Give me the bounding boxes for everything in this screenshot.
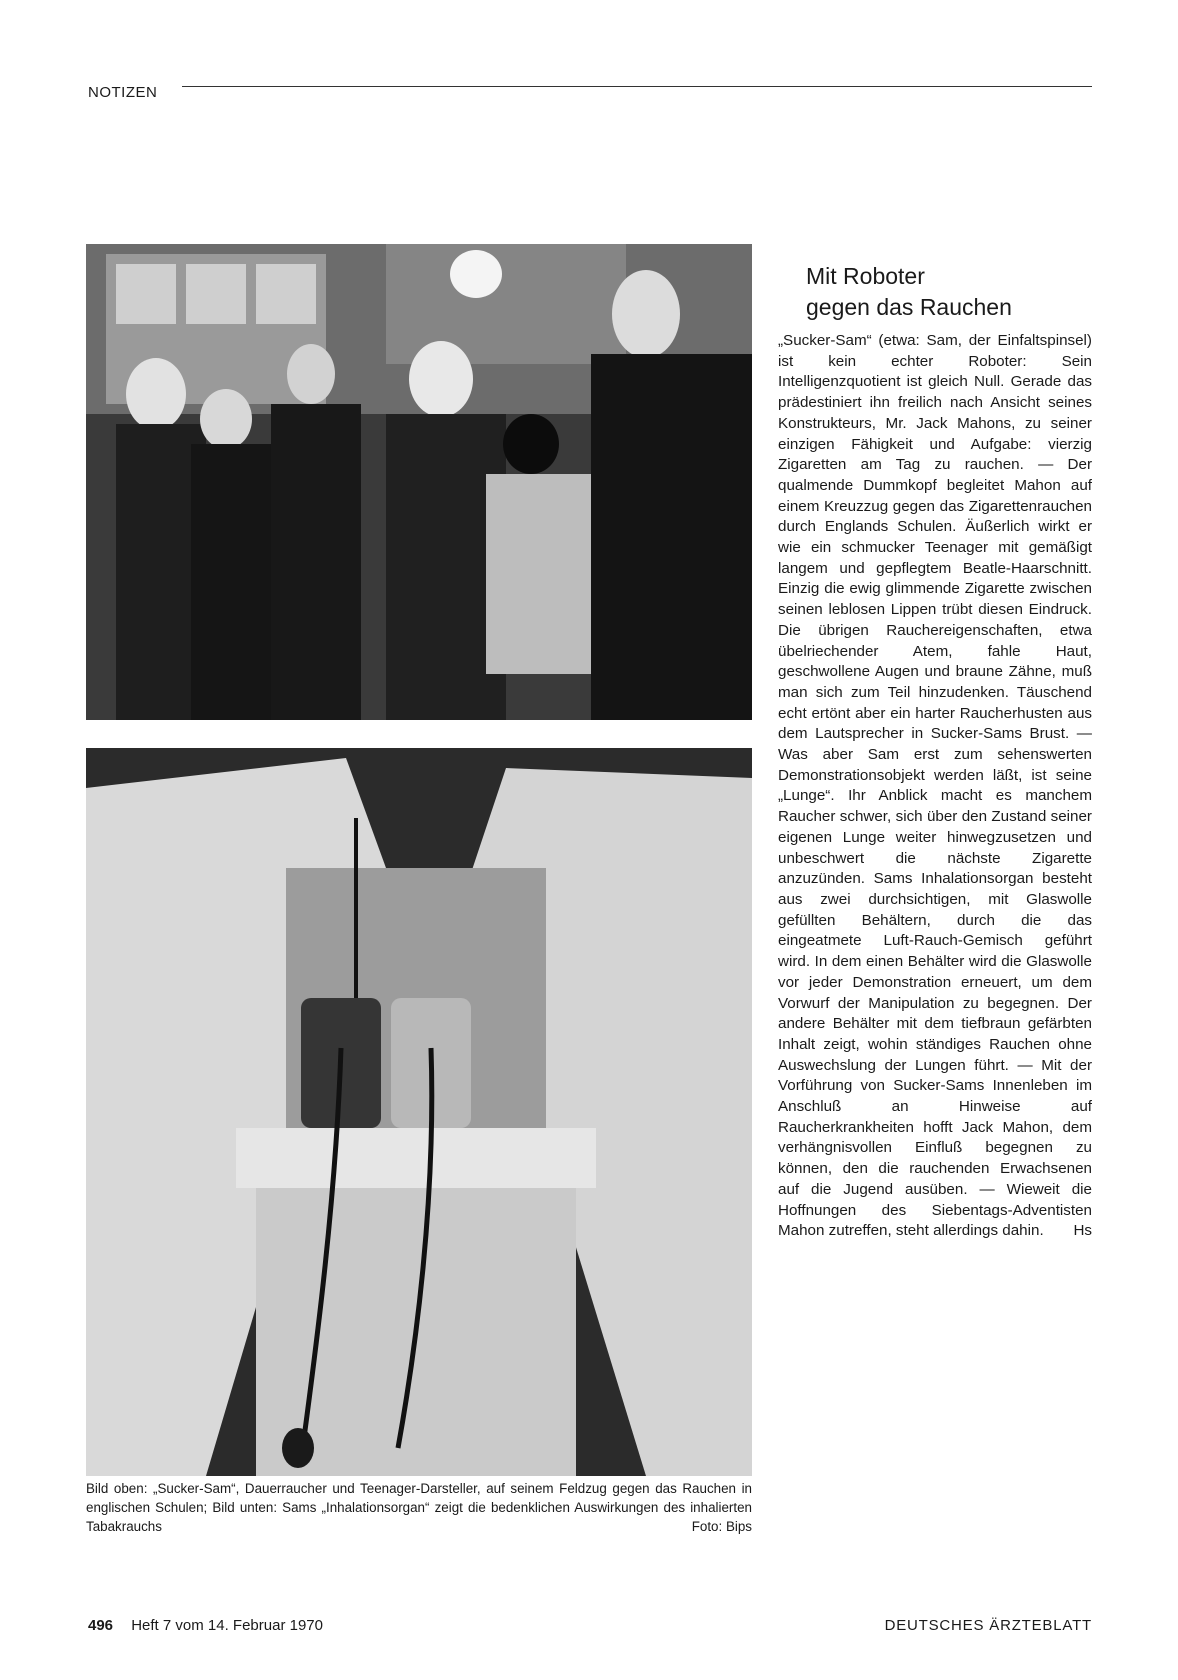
section-label: NOTIZEN	[88, 84, 158, 101]
page-number: 496	[88, 1617, 114, 1634]
section-rule	[182, 86, 1092, 87]
journal-name: DEUTSCHES ÄRZTEBLATT	[884, 1617, 1092, 1634]
article-title	[806, 261, 1092, 323]
issue-date: Heft 7 vom 14. Februar 1970	[131, 1617, 323, 1634]
author-initials: Hs	[1073, 1222, 1092, 1240]
footer-issue-info	[88, 1617, 323, 1634]
photo-credit: Foto: Bips	[691, 1519, 752, 1534]
article-title-line2: gegen das Rauchen	[806, 294, 1012, 321]
photo-group-with-robot	[86, 244, 752, 720]
article-body	[778, 331, 1092, 1242]
article-title-line1: Mit Roboter	[806, 263, 925, 290]
photo-inhalation-organ	[86, 748, 752, 1476]
caption-text: Bild oben: „Sucker-Sam“, Dauerraucher und Teenager-Darsteller, auf seinem Feldzug gegen das Rauchen in englischen Schulen; Bild unten: Sams „Inhalationsorgan“ zeigt die bedenklichen Auswirkungen des inhalierten Tabakrauchs	[86, 1481, 752, 1534]
photo-caption	[86, 1479, 752, 1536]
photo-group-illustration	[86, 244, 752, 720]
article-body-text: „Sucker-Sam“ (etwa: Sam, der Einfaltspinsel) ist kein echter Roboter: Sein Intelligenzquotient ist gleich Null. Gerade das prädestiniert ihn freilich nach Ansicht seines Konstrukteurs, Mr. Jack Mahons, zu seiner einzigen Fähigkeit und Aufgabe: vierzig Zigaretten am Tag zu rauchen. — Der qualmende Dummkopf begleitet Mahon auf einem Kreuzzug gegen das Zigarettenrauchen durch Englands Schulen. Äußerlich wirkt er wie ein schmucker Teenager mit gemäßigt langem und gepflegtem Beatle-Haarschnitt. Einzig die ewig glimmende Zigarette zwischen seinen leblosen Lippen trübt diesen Eindruck. Die übrigen Rauchereigenschaften, etwa übelriechender Atem, fahle Haut, geschwollene Augen und braune Zähne, muß man sich zum Teil hinzudenken. Täuschend echt ertönt aber ein harter Raucherhusten aus dem Lautsprecher in Sucker-Sams Brust. — Was aber Sam erst zum sehenswerten Demonstrationsobjekt werden läßt, ist seine „Lunge“. Ihr Anblick macht es manchem Raucher schwer, sich über den Zustand seiner eigenen Lunge weiter hinwegzusetzen und unbeschwert die nächste Zigarette anzuzünden. Sams Inhalationsorgan besteht aus zwei durchsichtigen, mit Glaswolle gefüllten Behältern, durch die das eingeatmete Luft-Rauch-Gemisch geführt wird. In dem einen Behälter wird die Glaswolle vor jeder Demonstration erneuert, um dem Vorwurf der Manipulation zu begegnen. Der andere Behälter mit dem tiefbraun gefärbten Inhalt zeigt, wohin ständiges Rauchen ohne Auswechslung der Lungen führt. — Mit der Vorführung von Sucker-Sams Innenleben im Anschluß an Hinweise auf Raucherkrankheiten hofft Jack Mahon, dem verhängnisvollen Einfluß begegnen zu können, den die rauchenden Erwachsenen auf die Jugend ausüben. — Wieweit die Hoffnungen des Siebentags-Adventisten Mahon zutreffen, steht allerdings dahin.	[778, 332, 1092, 1240]
photo-organ-illustration	[86, 748, 752, 1476]
